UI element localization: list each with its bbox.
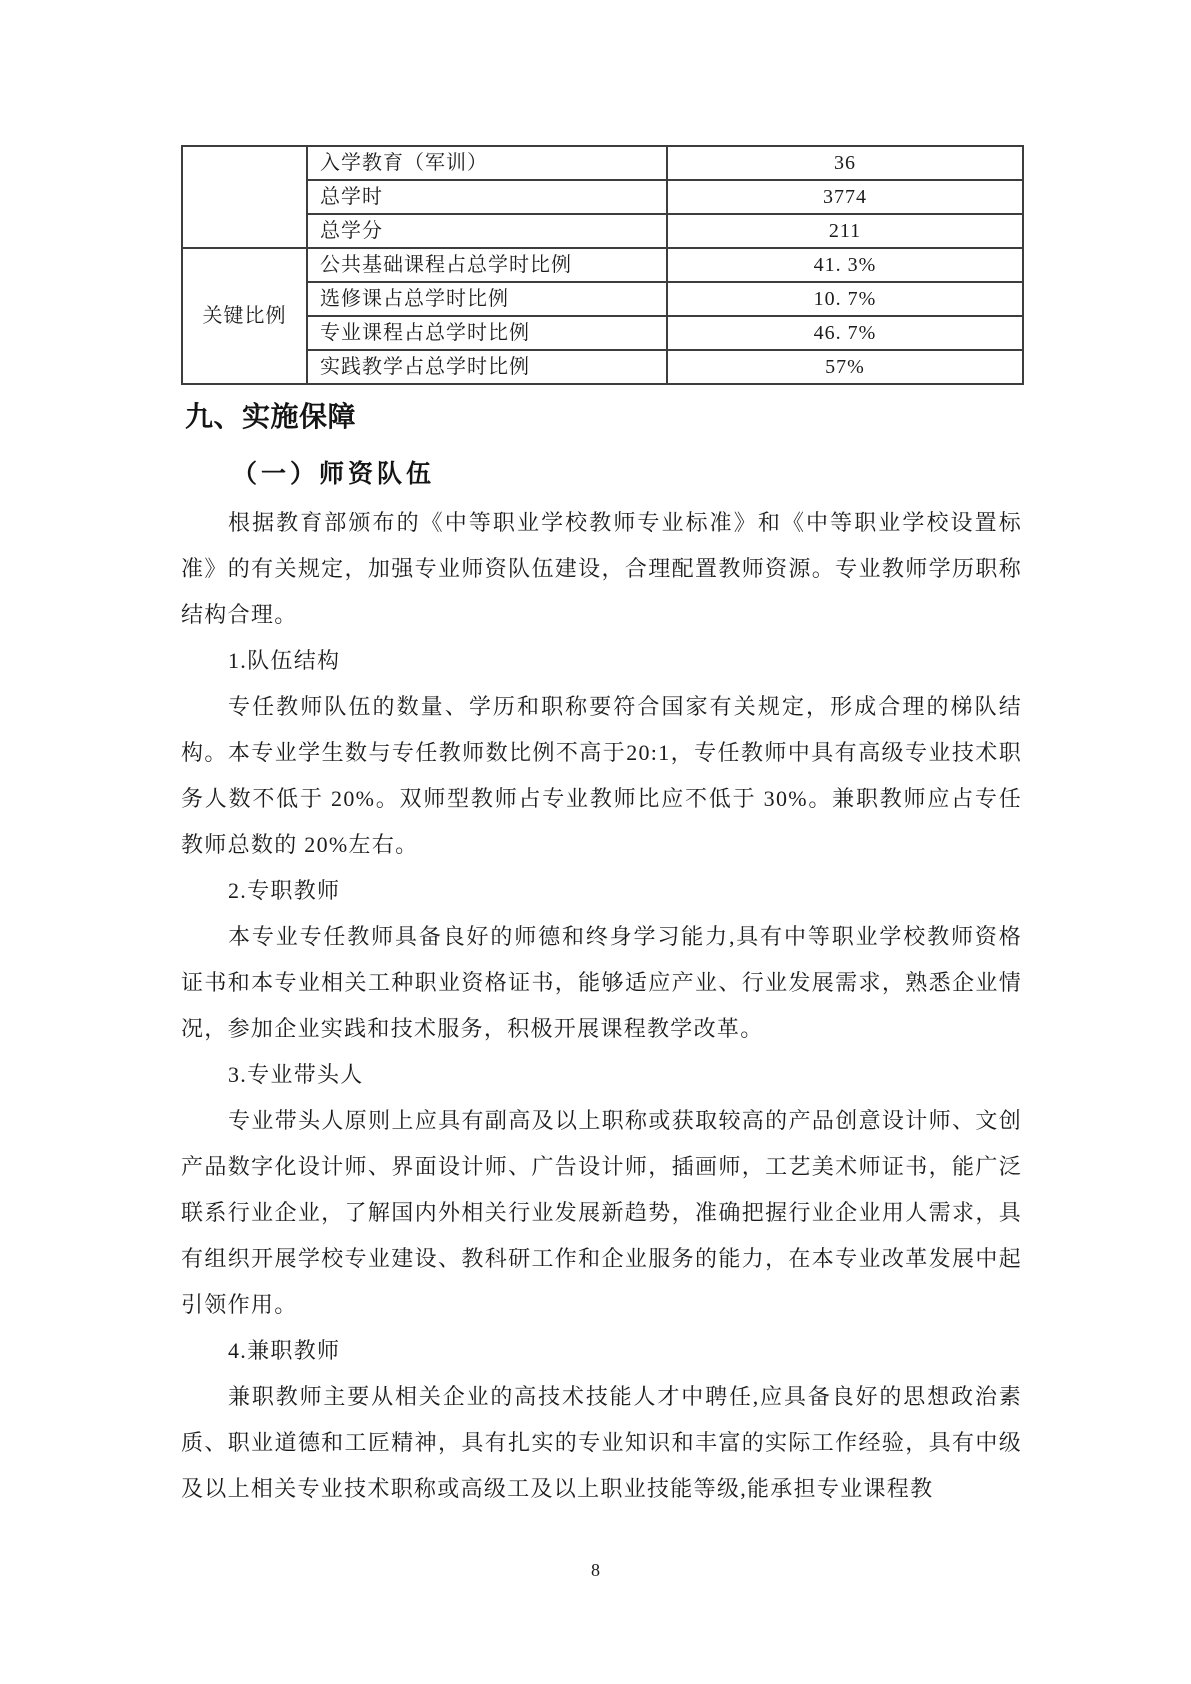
table-label-cell: 入学教育（军训）: [307, 146, 667, 180]
table-label-cell: 专业课程占总学时比例: [307, 316, 667, 350]
paragraph-fulltime-teachers: 本专业专任教师具备良好的师德和终身学习能力,具有中等职业学校教师资格证书和本专业相关工种职业资格证书，能够适应产业、行业发展需求，熟悉企业情况，参加企业实践和技术服务，积极开展课程教学改革。: [181, 924, 1022, 1041]
paragraph-team-structure: 专任教师队伍的数量、学历和职称要符合国家有关规定，形成合理的梯队结构。本专业学生数与专任教师数比例不高于20:1，专任教师中具有高级专业技术职务人数不低于 20%。双师型教师占专业教师比应不低于 30%。兼职教师应占专任教师总数的 20%左右。: [181, 694, 1022, 857]
table-row: [182, 146, 1023, 180]
table-label-cell: 总学分: [307, 214, 667, 248]
table-label-cell: 实践教学占总学时比例: [307, 350, 667, 384]
subhead-fulltime-teachers: 2.专职教师: [228, 878, 341, 903]
subsection-heading: （一）师资队伍: [232, 461, 436, 488]
table-label-cell: 总学时: [307, 180, 667, 214]
subhead-program-leader: 3.专业带头人: [228, 1062, 364, 1087]
paragraph-program-leader: 专业带头人原则上应具有副高及以上职称或获取较高的产品创意设计师、文创产品数字化设计师、界面设计师、广告设计师，插画师，工艺美术师证书，能广泛联系行业企业，了解国内外相关行业发展新趋势，准确把握行业企业用人需求，具有组织开展学校专业建设、教科研工作和企业服务的能力，在本专业改革发展中起引领作用。: [181, 1108, 1022, 1317]
table-value-cell: 41. 3%: [667, 248, 1023, 282]
page-number: 8: [591, 1560, 600, 1580]
subhead-parttime-teachers: 4.兼职教师: [228, 1338, 341, 1363]
table-label-cell: 选修课占总学时比例: [307, 282, 667, 316]
table-label-cell: 公共基础课程占总学时比例: [307, 248, 667, 282]
table-category-cell-empty: [182, 146, 307, 248]
table-value-cell: 57%: [667, 350, 1023, 384]
table-row: [182, 180, 1023, 214]
table-row: [182, 248, 1023, 282]
subhead-team-structure: 1.队伍结构: [228, 648, 341, 673]
table-value-cell: 46. 7%: [667, 316, 1023, 350]
table-value-cell: 211: [667, 214, 1023, 248]
table-row: [182, 316, 1023, 350]
table-value-cell: 36: [667, 146, 1023, 180]
body-text: [181, 500, 1022, 1512]
table-row: [182, 350, 1023, 384]
paragraph-intro: 根据教育部颁布的《中等职业学校教师专业标准》和《中等职业学校设置标准》的有关规定，加强专业师资队伍建设，合理配置教师资源。专业教师学历职称结构合理。: [181, 510, 1022, 627]
table-category-cell-key-ratios: 关键比例: [182, 248, 307, 384]
table-row: [182, 282, 1023, 316]
paragraph-parttime-teachers: 兼职教师主要从相关企业的高技术技能人才中聘任,应具备良好的思想政治素质、职业道德和工匠精神，具有扎实的专业知识和丰富的实际工作经验，具有中级及以上相关专业技术职称或高级工及以上职业技能等级,能承担专业课程教: [181, 1384, 1022, 1501]
table-value-cell: 3774: [667, 180, 1023, 214]
curriculum-summary-table: [181, 145, 1024, 385]
table-value-cell: 10. 7%: [667, 282, 1023, 316]
table-row: [182, 214, 1023, 248]
section-heading: 九、实施保障: [185, 401, 357, 432]
